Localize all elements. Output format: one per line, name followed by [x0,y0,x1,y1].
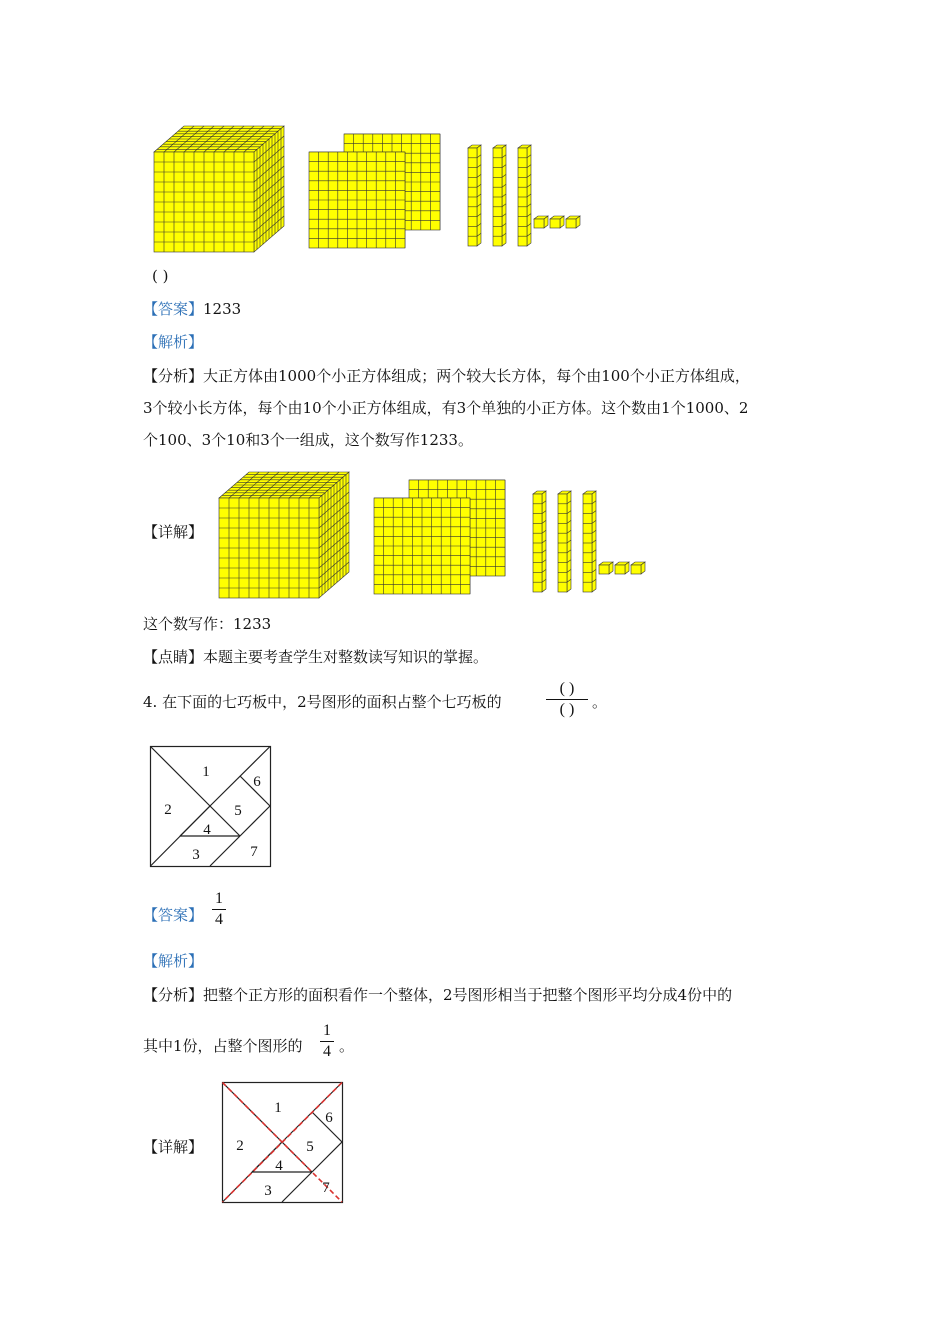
ten-rod [468,145,481,246]
hundred-flat-front [309,152,405,248]
analysis-text-line-1 [143,366,750,386]
unit-cube [631,562,645,574]
blank-denominator: ( ) [559,701,575,718]
base-ten-blocks-figure [150,122,590,257]
unit-cube [534,216,548,228]
analysis-tag: 【解析】 [143,333,204,351]
analysis-numerator: 1 [323,1022,331,1039]
tangram-label-4: 4 [203,822,211,838]
tangram-label-5: 5 [234,803,242,819]
blank-numerator: ( ) [559,680,575,697]
thousand-cube [154,126,284,252]
answer-tag-q4: 【答案】 [143,906,204,924]
unit-cube [550,216,564,228]
tangram-label-6: 6 [253,774,261,790]
unit-cube [566,216,580,228]
tangram-label-7: 7 [322,1180,330,1196]
answer-tag: 【答案】 [143,300,204,318]
ten-rod [583,491,596,592]
analysis-text-line-2: 3个较小长方体，每个由10个小正方体组成，有3个单独的小正方体。这个数由1个1000、2 [143,399,749,417]
fenxi-text: 大正方体由1000个小正方体组成；两个较大长方体，每个由100个小正方体组成， [203,367,750,385]
q4-analysis-line-1 [143,985,732,1005]
tangram-label-3: 3 [264,1183,272,1199]
fenxi-tag-q4: 【分析】 [143,986,204,1004]
tangram-figure [150,746,271,867]
detail-tag-q4: 【详解】 [143,1138,204,1156]
answer-blank-parentheses: ( ) [152,267,169,285]
ten-rod [558,491,571,592]
tangram-label-1: 1 [274,1100,282,1116]
question-4-blank-fraction [546,680,588,719]
tangram-label-5: 5 [306,1139,314,1155]
tangram-detail-figure [222,1082,343,1203]
fenxi-text-q4: 把整个正方形的面积看作一个整体，2号图形相当于把整个图形平均分成4份中的 [203,986,733,1004]
q4-analysis-end: 。 [339,1037,355,1055]
tangram-label-2: 2 [164,802,172,818]
tangram-label-1: 1 [202,764,210,780]
analysis-denominator: 4 [323,1043,331,1060]
q4-analysis-line-2: 其中1份，占整个图形的 [143,1037,303,1055]
question-4-end: 。 [592,693,608,711]
ten-rod [533,491,546,592]
ten-rod [518,145,531,246]
ten-rod [493,145,506,246]
number-written-text: 这个数写作：1233 [143,615,272,633]
unit-cube [615,562,629,574]
thousand-cube [219,472,349,598]
fenxi-tag: 【分析】 [143,367,204,385]
remark-line [143,647,488,667]
dianjing-tag: 【点睛】 [143,648,204,666]
base-ten-blocks-detail-figure [215,468,655,603]
hundred-flat-front [374,498,470,594]
answer-line [143,299,241,319]
answer-denominator: 4 [215,911,223,928]
unit-cube [599,562,613,574]
answer-value: 1233 [203,300,242,318]
tangram-label-7: 7 [250,844,258,860]
tangram-label-4: 4 [275,1158,283,1174]
question-4-text: 4. 在下面的七巧板中，2号图形的面积占整个七巧板的 [143,693,502,711]
tangram-label-6: 6 [325,1110,333,1126]
detail-tag: 【详解】 [143,523,204,541]
answer-fraction [212,890,226,929]
analysis-tag-q4: 【解析】 [143,952,204,970]
dianjing-text: 本题主要考查学生对整数读写知识的掌握。 [203,648,489,666]
answer-numerator: 1 [215,890,223,907]
tangram-label-3: 3 [192,847,200,863]
tangram-label-2: 2 [236,1138,244,1154]
analysis-text-line-3: 个100、3个10和3个一组成，这个数写作1233。 [143,431,473,449]
analysis-fraction [320,1022,334,1061]
